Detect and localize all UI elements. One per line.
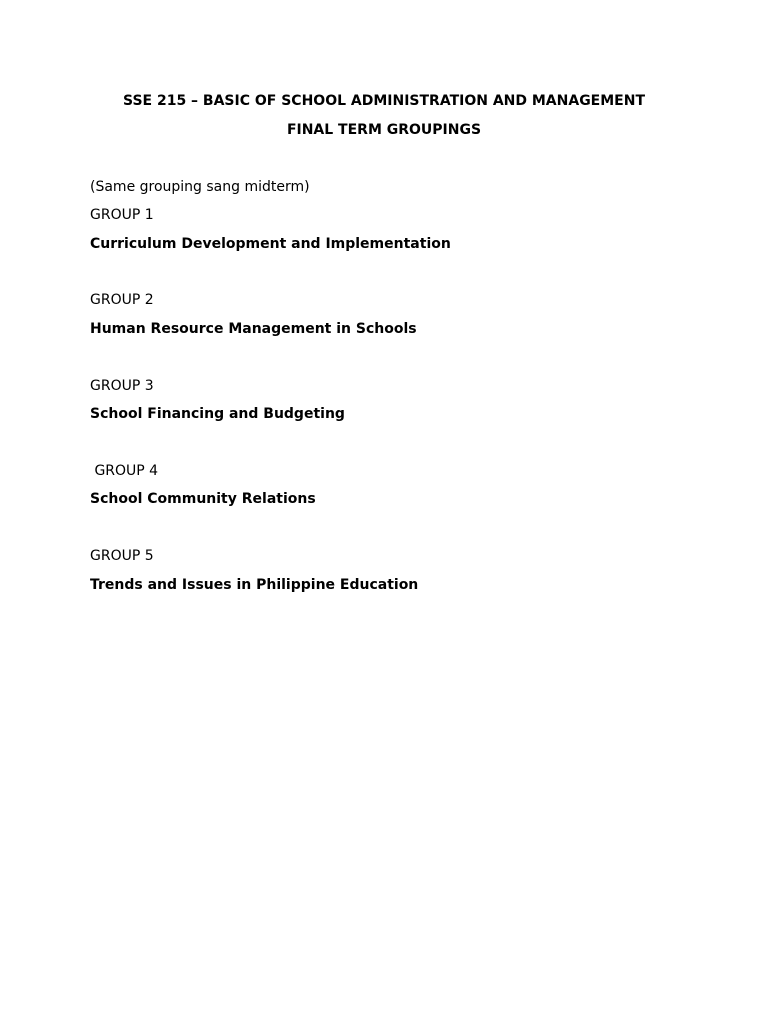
document-subtitle: FINAL TERM GROUPINGS [286, 122, 482, 138]
group-label: GROUP 5 [90, 548, 154, 564]
group-label: GROUP 2 [90, 292, 154, 308]
grouping-note: (Same grouping sang midterm) [90, 179, 310, 195]
document-title: SSE 215 – BASIC OF SCHOOL ADMINISTRATION AND MANAGEMENT [122, 93, 646, 109]
group-topic: School Community Relations [90, 491, 316, 507]
group-topic: Human Resource Management in Schools [90, 321, 417, 337]
group-topic: Curriculum Development and Implementation [90, 236, 451, 252]
group-label: GROUP 3 [90, 378, 154, 394]
group-topic: School Financing and Budgeting [90, 406, 345, 422]
group-label: GROUP 1 [90, 207, 154, 223]
group-label: GROUP 4 [90, 463, 159, 479]
group-topic: Trends and Issues in Philippine Education [90, 577, 419, 593]
